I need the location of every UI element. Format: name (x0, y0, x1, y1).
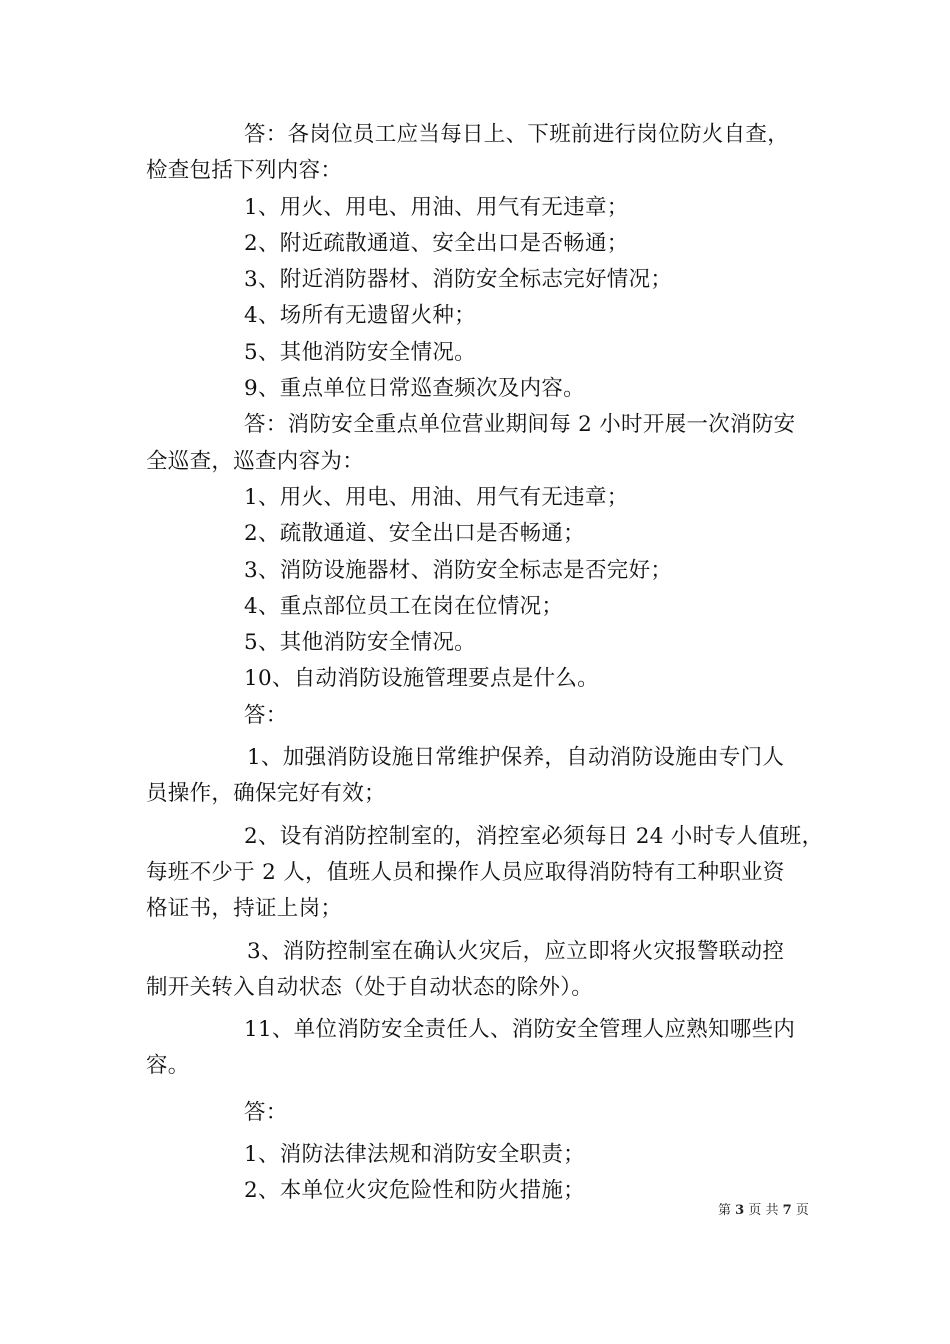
list-item: 2、附近疏散通道、安全出口是否畅通； (244, 230, 629, 256)
answer-label: 答： (244, 702, 288, 728)
paragraph-line: 答：各岗位员工应当每日上、下班前进行岗位防火自查， (244, 122, 790, 147)
question-heading: 10、自动消防设施管理要点是什么。 (244, 666, 599, 692)
list-item: 1、用火、用电、用油、用气有无违章； (244, 484, 629, 510)
list-item: 1、消防法律法规和消防安全职责； (244, 1142, 585, 1168)
list-item: 4、重点部位员工在岗在位情况； (244, 593, 564, 619)
paragraph-line: 3、消防控制室在确认火灾后，应立即将火灾报警联动控 (247, 938, 785, 964)
question-heading: 11、单位消防安全责任人、消防安全管理人应熟知哪些内 (244, 1017, 796, 1043)
list-item: 2、疏散通道、安全出口是否畅通； (244, 521, 585, 547)
list-item: 5、其他消防安全情况。 (244, 630, 476, 656)
paragraph-line: 答：消防安全重点单位营业期间每 2 小时开展一次消防安 (244, 412, 796, 438)
paragraph-line: 1、加强消防设施日常维护保养，自动消防设施由专门人 (247, 745, 785, 771)
paragraph-line: 容。 (146, 1053, 190, 1079)
paragraph-line: 格证书，持证上岗； (146, 896, 343, 922)
list-item: 5、其他消防安全情况。 (244, 339, 476, 365)
total-page-number: 7 (782, 1203, 792, 1218)
paragraph-line: 制开关转入自动状态（处于自动状态的除外）。 (146, 974, 594, 1000)
list-item: 3、消防设施器材、消防安全标志是否完好； (244, 557, 673, 583)
paragraph-line: 员操作，确保完好有效； (146, 781, 386, 807)
footer-suffix: 页 (795, 1203, 809, 1218)
list-item: 1、用火、用电、用油、用气有无违章； (244, 194, 629, 220)
page-footer (718, 1202, 809, 1220)
answer-label: 答： (244, 1099, 288, 1125)
footer-prefix: 第 (718, 1203, 732, 1218)
document-body (146, 117, 824, 1210)
question-heading: 9、重点单位日常巡查频次及内容。 (244, 376, 585, 402)
paragraph-line: 每班不少于 2 人，值班人员和操作人员应取得消防特有工种职业资 (146, 859, 785, 885)
current-page-number: 3 (735, 1203, 745, 1218)
paragraph-line: 全巡查，巡查内容为： (146, 448, 365, 474)
list-item: 4、场所有无遗留火种； (244, 303, 476, 329)
list-item: 2、本单位火灾危险性和防火措施； (244, 1178, 585, 1204)
list-item: 3、附近消防器材、消防安全标志完好情况； (244, 267, 673, 293)
paragraph-line: 检查包括下列内容： (146, 158, 343, 184)
paragraph-line: 2、设有消防控制室的，消控室必须每日 24 小时专人值班， (244, 823, 824, 849)
footer-middle: 页 共 (748, 1203, 779, 1218)
